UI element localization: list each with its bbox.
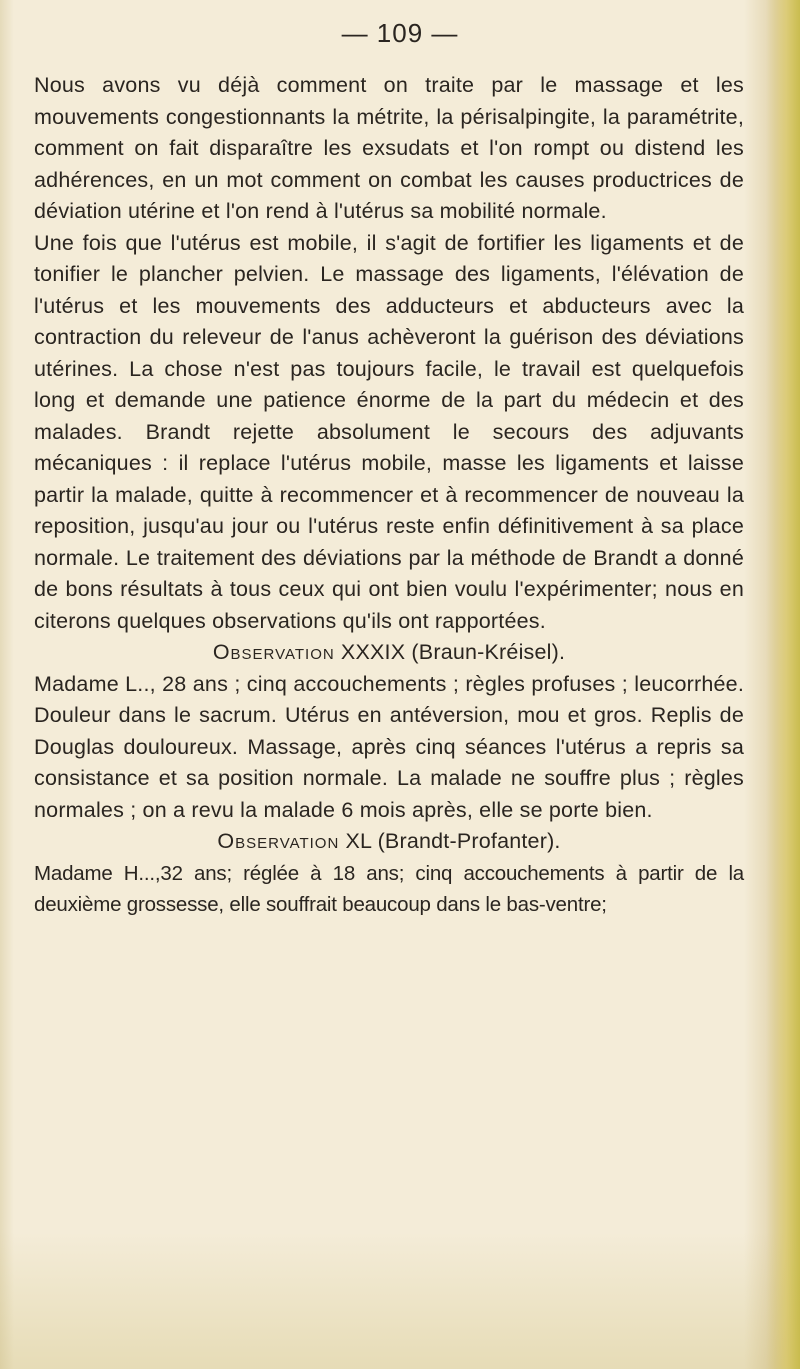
- observation-40-label: Observation: [217, 829, 340, 853]
- observation-39-title: XXXIX (Braun-Kréisel).: [340, 640, 566, 664]
- page-edge-right: [766, 0, 800, 1369]
- observation-39-heading: [34, 637, 744, 669]
- body-text: [34, 70, 744, 921]
- observation-40-text: Madame H...,32 ans; réglée à 18 ans; cinq accouchements à partir de la deuxième grossesse, elle souffrait beaucoup dans le bas-ventre;: [34, 861, 744, 916]
- page-number: — 109 —: [341, 18, 459, 48]
- observation-39-text: Madame L.., 28 ans ; cinq accouchements ; règles profuses ; leucorrhée. Douleur dans le sacrum. Utérus en antéversion, mou et gros. Replis de Douglas douloureux. Massage, après cinq séances l'utérus a repris sa consistance et sa position normale. La malade ne souffre plus ; règles normales ; on a revu la malade 6 mois après, elle se porte bien.: [34, 671, 744, 822]
- observation-40-heading: [34, 826, 744, 858]
- observation-40-title: XL (Brandt-Profanter).: [345, 829, 561, 853]
- paragraph-1: Nous avons vu déjà comment on traite par le massage et les mouvements congestionnants la métrite, la périsalpingite, la paramétrite, comment on fait disparaître les exsudats et l'on rompt ou distend les adhérences, en un mot comment on combat les causes productrices de déviation utérine et l'on rend à l'utérus sa mobilité normale.: [34, 73, 744, 223]
- observation-39-label: Observation: [212, 640, 335, 664]
- paragraph-2: Une fois que l'utérus est mobile, il s'agit de fortifier les ligaments et de tonifier le plancher pelvien. Le massage des ligaments, l'élévation de l'utérus et les mouvements des adducteurs et abducteurs avec la contraction du releveur de l'anus achèveront la guérison des déviations utérines. La chose n'est pas toujours facile, le travail est quelquefois long et demande une patience énorme de la part du médecin et des malades. Brandt rejette absolument le secours des adjuvants mécaniques : il replace l'utérus mobile, masse les ligaments et laisse partir la malade, quitte à recommencer et à recommencer de nouveau la reposition, jusqu'au jour ou l'utérus reste enfin définitivement à sa place normale. Le traitement des déviations par la méthode de Brandt a donné de bons résultats à tous ceux qui ont bien voulu l'expérimenter; nous en citerons quelques observations qu'ils ont rapportées.: [34, 230, 744, 633]
- page-edge-left: [0, 0, 14, 1369]
